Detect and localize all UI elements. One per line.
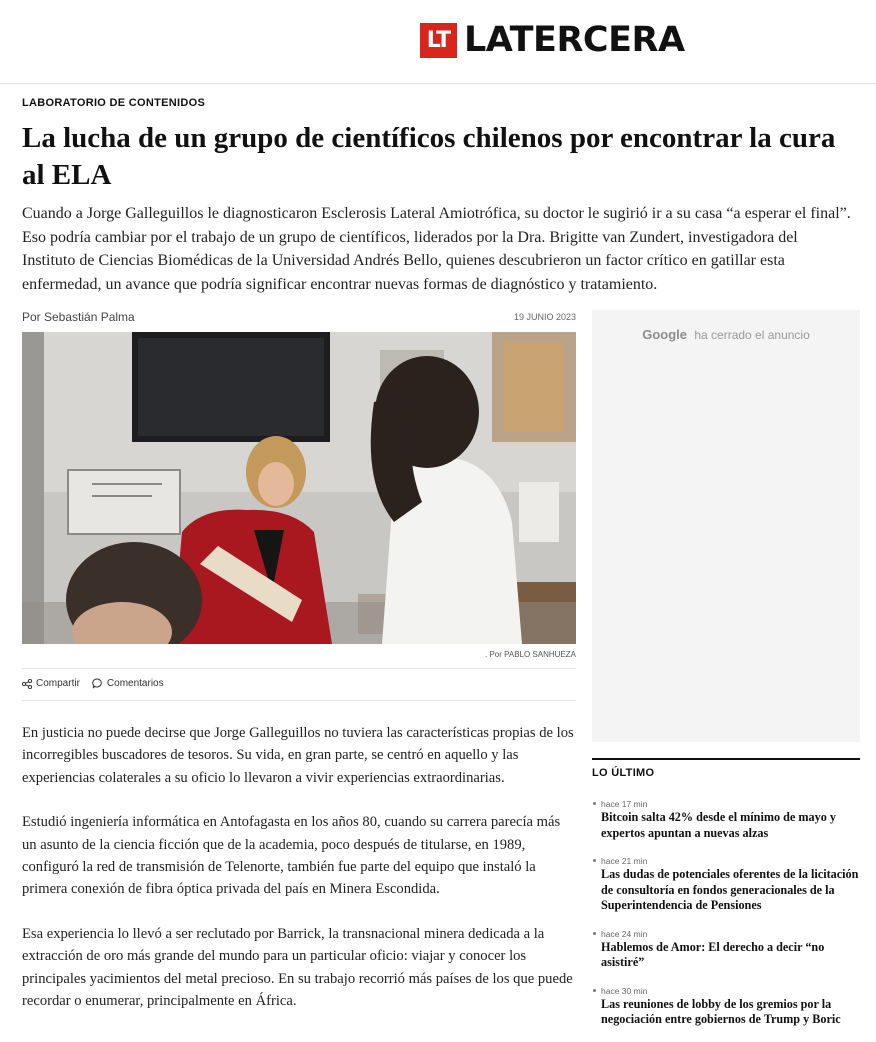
site-logo[interactable] <box>420 22 685 59</box>
bullet-icon <box>593 932 596 935</box>
latest-heading: LO ÚLTIMO <box>592 767 655 779</box>
comments-label: Comentarios <box>106 678 164 689</box>
body-paragraph: Esa experiencia lo llevó a ser reclutado por Barrick, la transnacional minera dedicada a la extracción de oro más grande del mundo para un particular oficio: viajar y conocer los principales yacimientos del metal precioso. En su trabajo recorrió más países de los que puede recordar o enumerar, principalmente en África. <box>22 925 573 1010</box>
latest-item[interactable] <box>592 928 860 971</box>
bullet-icon <box>593 859 596 862</box>
comment-icon <box>92 678 103 689</box>
logo-wordmark: LATERCERA <box>464 20 685 60</box>
latest-item-title[interactable]: Las dudas de potenciales oferentes de la licitación de consultoría en fondos generacionales de la Superintendencia de Pensiones <box>601 867 859 912</box>
article-standfirst: Cuando a Jorge Galleguillos le diagnosticaron Esclerosis Lateral Amiotrófica, su doctor le sugirió ir a su casa “a esperar el final”. Eso podría cambiar por el trabajo de un grupo de científicos, liderados por la Dra. Brigitte van Zundert, investigadora del Instituto de Ciencias Biomédicas de la Universidad Andrés Bello, quienes descubrieron un factor crítico en gatillar esta enfermedad, un avance que podría significar encontrar nuevas formas de diagnóstico y tratamiento. <box>22 205 851 293</box>
latest-item[interactable] <box>592 985 860 1028</box>
photo-credit: . Por PABLO SANHUEZA <box>485 650 576 659</box>
ad-closed-notice <box>592 327 860 342</box>
lab-scene-illustration <box>22 332 576 644</box>
latest-item-time: hace 30 min <box>601 985 648 996</box>
ad-closed-text: ha cerrado el anuncio <box>694 328 810 342</box>
share-button[interactable] <box>22 678 80 689</box>
latest-item-title[interactable]: Las reuniones de lobby de los gremios por la negociación entre gobiernos de Trump y Boric <box>601 996 841 1026</box>
bullet-icon <box>593 989 596 992</box>
latest-item-title[interactable]: Hablemos de Amor: El derecho a decir “no asistiré” <box>601 939 825 969</box>
body-paragraph: En justicia no puede decirse que Jorge Galleguillos no tuviera las características propias de los incorregibles buscadores de tesoros. Su vida, en gran parte, se centró en aquello y las experiencias colaterales a su oficio lo llevaron a vivir experiencias extraordinarias. <box>22 725 574 786</box>
latest-item-time: hace 24 min <box>601 928 648 939</box>
article-byline[interactable]: Por Sebastián Palma <box>22 310 135 324</box>
article-body <box>22 722 578 1034</box>
comments-button[interactable] <box>92 678 164 689</box>
article-photo <box>22 332 576 644</box>
latest-item-time: hace 17 min <box>601 799 648 809</box>
logo-mark: LT <box>420 23 457 58</box>
divider <box>22 700 576 701</box>
article-date: 19 JUNIO 2023 <box>513 312 576 322</box>
section-label[interactable]: LABORATORIO DE CONTENIDOS <box>22 97 206 109</box>
latest-item[interactable] <box>592 798 860 841</box>
share-icon <box>22 679 32 689</box>
site-header <box>0 0 876 84</box>
ad-slot <box>592 310 860 742</box>
latest-list <box>592 798 860 1042</box>
bullet-icon <box>593 802 596 805</box>
article-headline: La lucha de un grupo de científicos chilenos por encontrar la cura al ELA <box>22 122 836 191</box>
latest-item-title[interactable]: Bitcoin salta 42% desde el mínimo de mayo y expertos apuntan a nuevas alzas <box>601 810 836 840</box>
divider <box>22 668 576 669</box>
share-bar <box>22 678 176 689</box>
latest-divider <box>592 758 860 760</box>
share-label: Compartir <box>36 678 80 689</box>
latest-item[interactable] <box>592 855 860 914</box>
body-paragraph: Estudió ingeniería informática en Antofagasta en los años 80, cuando su carrera parecía más un asunto de la ciencia ficción que de la academia, poco después de titularse, en 1989, configuró la red de transmisión de Telenorte, también fue parte del equipo que instaló la primera conexión de fibra óptica privada del país en Minera Escondida. <box>22 814 561 898</box>
latest-item-time: hace 21 min <box>601 856 648 866</box>
google-label: Google <box>642 327 687 342</box>
